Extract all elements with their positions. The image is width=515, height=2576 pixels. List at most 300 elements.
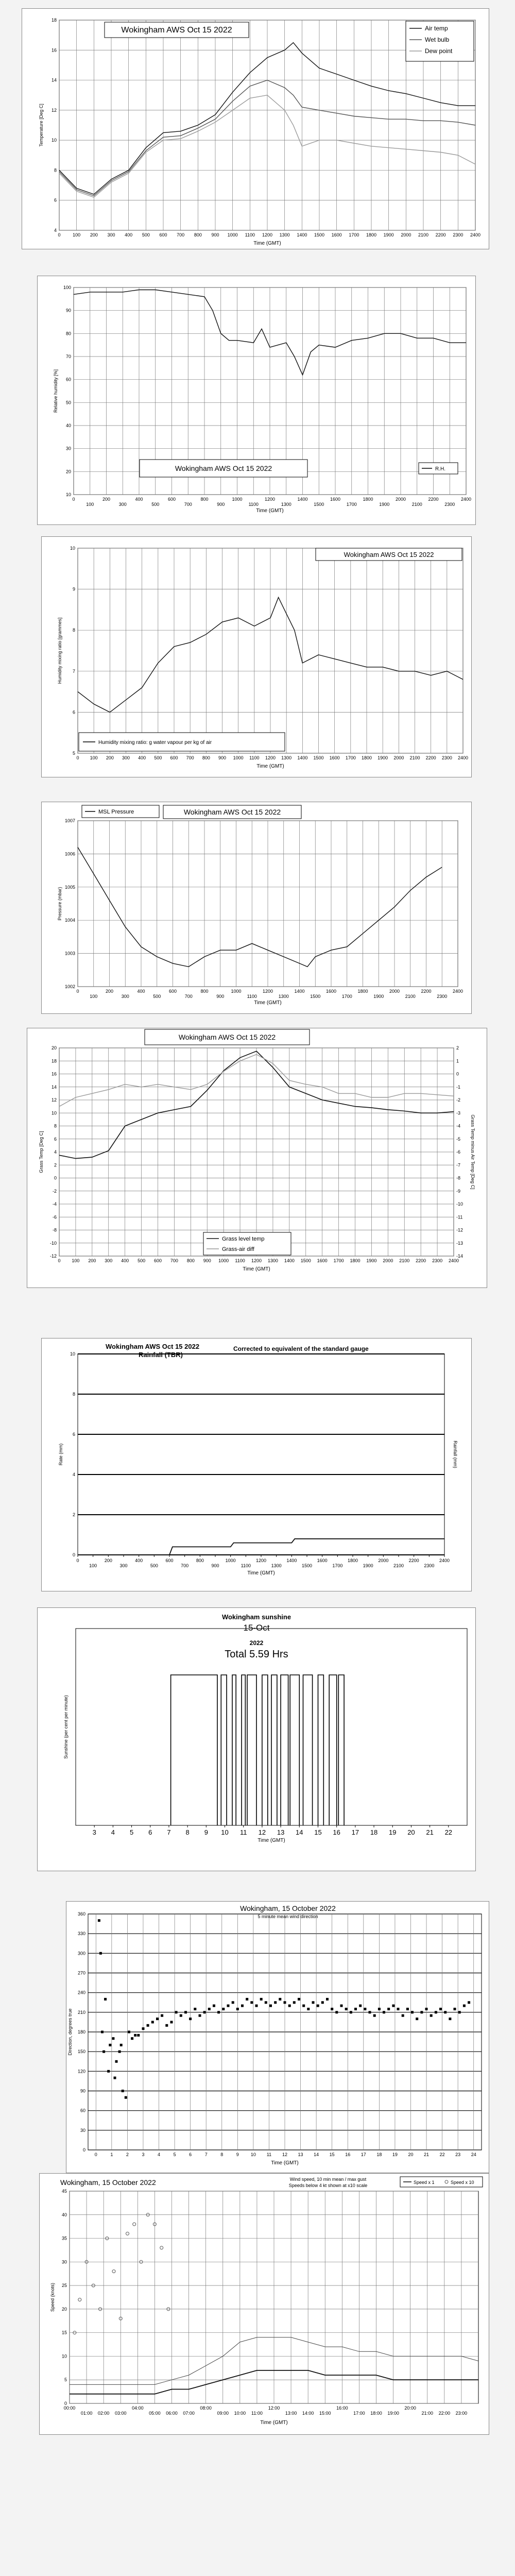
- x-tick-label: 1: [110, 2152, 113, 2157]
- y2-tick-label: -7: [456, 1162, 461, 1168]
- y-tick-label: -12: [49, 1253, 57, 1259]
- y-tick-label: 270: [77, 1970, 85, 1976]
- y-tick-label: 100: [63, 285, 71, 290]
- direction-point: [241, 2005, 244, 2007]
- x-tick-label: 2: [126, 2152, 129, 2157]
- direction-point: [134, 2034, 136, 2037]
- direction-point: [260, 1998, 263, 2001]
- x-tick-label: 1100: [248, 502, 259, 507]
- chart-panel-grass-temp: [27, 1028, 487, 1288]
- direction-point: [115, 2060, 118, 2063]
- y-tick-label: 10: [51, 1110, 57, 1116]
- x-tick-label: 1700: [341, 994, 352, 999]
- x-tick-label: 21: [426, 1828, 434, 1836]
- y2-tick-label: -12: [456, 1227, 464, 1233]
- x-tick-label: 17: [351, 1828, 359, 1836]
- wind-direction-chart: [66, 1902, 489, 2173]
- x-tick-label: 1800: [361, 755, 372, 760]
- x-tick-label: 1900: [379, 502, 390, 507]
- x-axis-label: Time (GMT): [260, 2420, 288, 2426]
- y-axis-label: Pressure (mbar): [57, 887, 62, 921]
- y-tick-label: 12: [51, 1097, 57, 1103]
- y-tick-label: 16: [51, 47, 57, 53]
- direction-point: [227, 2005, 230, 2007]
- x-tick-label: 1600: [317, 1558, 328, 1563]
- x-tick-label: 300: [122, 755, 130, 760]
- x-tick-label: 2400: [470, 232, 481, 238]
- x-tick-label: 2000: [389, 989, 400, 994]
- x-axis-label: Time (GMT): [271, 2160, 299, 2166]
- y-tick-label: 120: [77, 2069, 85, 2074]
- x-tick-label: 800: [196, 1558, 204, 1563]
- x-tick-label: 700: [177, 232, 185, 238]
- direction-point: [232, 2001, 234, 2004]
- x-tick-label: 1500: [313, 755, 324, 760]
- direction-point: [463, 2005, 466, 2007]
- direction-point: [411, 2011, 414, 2013]
- x-tick-label: 200: [105, 989, 114, 994]
- direction-point: [156, 2018, 159, 2020]
- y-tick-label: 40: [65, 423, 71, 428]
- y-tick-label: 6: [72, 709, 75, 715]
- x-tick-label: 700: [184, 502, 192, 507]
- x-tick-label: 15: [314, 1828, 322, 1836]
- y-axis-label: Temperature [Deg C]: [39, 104, 44, 147]
- x-tick-label: 800: [200, 497, 209, 502]
- x-tick-label: 700: [170, 1258, 178, 1263]
- x-tick-label: 600: [168, 989, 177, 994]
- x-tick-label: 400: [137, 989, 145, 994]
- x-tick-label: 2000: [383, 1258, 393, 1263]
- temperature-chart: [22, 9, 489, 249]
- x-tick-label: 17: [360, 2152, 366, 2157]
- direction-point: [208, 2008, 211, 2010]
- y-tick-label: 1007: [64, 818, 75, 823]
- direction-point: [203, 2011, 206, 2013]
- x-tick-label: 1300: [278, 994, 289, 999]
- direction-point: [302, 2005, 305, 2007]
- x-tick-label: 900: [218, 755, 227, 760]
- direction-point: [98, 1919, 100, 1922]
- y-tick-label: 60: [80, 2108, 85, 2113]
- y-tick-label: 6: [54, 197, 57, 203]
- y-tick-label: 4: [54, 1149, 57, 1155]
- x-tick-label: 2200: [421, 989, 432, 994]
- direction-point: [335, 2011, 338, 2013]
- direction-point: [340, 2005, 343, 2007]
- x-tick-label: 100: [73, 232, 81, 238]
- x-tick-label: 2400: [452, 989, 464, 994]
- x-tick-label: 21: [424, 2152, 430, 2157]
- x-tick-label: 1600: [330, 497, 341, 502]
- y2-tick-label: -6: [456, 1149, 461, 1155]
- x-tick-label: 500: [150, 1563, 158, 1568]
- y-tick-label: 1003: [64, 951, 75, 956]
- x-tick-label: 0: [94, 2152, 97, 2157]
- y2-tick-label: -5: [456, 1136, 461, 1142]
- y-tick-label: 9: [72, 586, 75, 592]
- x-tick-label: 1400: [286, 1558, 297, 1563]
- y-tick-label: 210: [77, 2009, 85, 2015]
- chart-subtitle: 5 minute mean wind direction: [258, 1914, 318, 1919]
- y2-tick-label: -13: [456, 1240, 464, 1246]
- chart-panel-wind-speed: [39, 2173, 489, 2435]
- chart-title: Wokingham AWS Oct 15 2022: [106, 1343, 200, 1350]
- direction-point: [128, 2031, 130, 2033]
- x-tick-label: 1300: [281, 502, 291, 507]
- y-tick-label: 6: [72, 1432, 75, 1437]
- x-tick-label: 1200: [251, 1258, 262, 1263]
- direction-point: [288, 2005, 291, 2007]
- x-tick-label: 1900: [373, 994, 384, 999]
- direction-point: [184, 2011, 187, 2013]
- x-tick-label: 3: [92, 1828, 96, 1836]
- x-tick-label: 10: [221, 1828, 229, 1836]
- chart-title: Wokingham AWS Oct 15 2022: [178, 1033, 276, 1041]
- x-tick-label: 05:00: [149, 2411, 161, 2416]
- direction-point: [265, 2001, 267, 2004]
- x-tick-label: 1400: [284, 1258, 295, 1263]
- y-tick-label: 16: [51, 1071, 57, 1077]
- x-tick-label: 4: [111, 1828, 115, 1836]
- y-tick-label: 330: [77, 1931, 85, 1937]
- x-axis-label: Time (GMT): [243, 1266, 270, 1272]
- chart-date: 15-Oct: [243, 1623, 270, 1633]
- x-tick-label: 1200: [264, 497, 276, 502]
- x-tick-label: 2100: [409, 755, 420, 760]
- x-tick-label: 0: [76, 989, 79, 994]
- x-tick-label: 13: [277, 1828, 285, 1836]
- x-tick-label: 2100: [405, 994, 416, 999]
- x-tick-label: 1100: [249, 755, 260, 760]
- x-tick-label: 5: [173, 2152, 176, 2157]
- direction-point: [102, 2050, 105, 2053]
- x-tick-label: 1000: [227, 232, 238, 238]
- x-tick-label: 2200: [435, 232, 446, 238]
- x-tick-label: 1500: [314, 232, 325, 238]
- direction-point: [430, 2014, 433, 2017]
- x-tick-label: 2200: [428, 497, 439, 502]
- direction-point: [354, 2008, 357, 2010]
- y-tick-label: 80: [65, 331, 71, 336]
- x-tick-label: 0: [76, 1558, 79, 1563]
- y2-tick-label: -3: [456, 1110, 461, 1116]
- direction-point: [120, 2044, 123, 2046]
- direction-point: [142, 2027, 145, 2030]
- x-tick-label: 6: [148, 1828, 152, 1836]
- x-tick-label: 1600: [329, 755, 340, 760]
- chart-note: Speeds below 4 kt shown at x10 scale: [288, 2183, 368, 2188]
- x-tick-label: 00:00: [63, 2405, 76, 2411]
- x-tick-label: 21:00: [421, 2411, 434, 2416]
- x-tick-label: 700: [184, 994, 193, 999]
- x-tick-label: 09:00: [217, 2411, 229, 2416]
- x-tick-label: 500: [138, 1258, 146, 1263]
- chart-title: Wokingham sunshine: [221, 1613, 291, 1621]
- x-tick-label: 2000: [393, 755, 404, 760]
- y-tick-label: 14: [51, 1084, 57, 1090]
- legend-label: Speed x 10: [451, 2180, 474, 2185]
- x-tick-label: 1900: [377, 755, 388, 760]
- direction-point: [425, 2008, 428, 2010]
- direction-point: [402, 2014, 404, 2017]
- x-tick-label: 100: [90, 755, 98, 760]
- x-tick-label: 1700: [349, 232, 359, 238]
- x-tick-label: 0: [76, 755, 79, 760]
- legend-label: Speed x 1: [414, 2180, 435, 2185]
- x-tick-label: 1100: [235, 1258, 245, 1263]
- y-tick-label: 45: [61, 2189, 67, 2194]
- direction-point: [383, 2011, 385, 2013]
- x-tick-label: 1300: [279, 232, 290, 238]
- x-tick-label: 1700: [346, 502, 357, 507]
- chart-title: Wokingham AWS Oct 15 2022: [183, 808, 281, 816]
- x-tick-label: 12:00: [268, 2405, 280, 2411]
- direction-point: [161, 2014, 163, 2017]
- legend-label: Grass level temp: [222, 1236, 265, 1242]
- y-tick-label: -4: [52, 1201, 57, 1207]
- x-tick-label: 600: [159, 232, 167, 238]
- chart-year: 2022: [249, 1639, 264, 1647]
- direction-point: [331, 2008, 333, 2010]
- direction-point: [194, 2008, 196, 2010]
- x-tick-label: 14: [296, 1828, 303, 1836]
- x-tick-label: 2200: [416, 1258, 426, 1263]
- x-tick-label: 23: [455, 2152, 461, 2157]
- x-tick-label: 1100: [245, 232, 255, 238]
- x-tick-label: 19: [392, 2152, 398, 2157]
- sunshine-total: Total 5.59 Hrs: [225, 1649, 288, 1660]
- x-axis-label: Time (GMT): [256, 508, 284, 514]
- x-tick-label: 0: [72, 497, 75, 502]
- grass-temp-chart: [27, 1028, 487, 1287]
- y-tick-label: 20: [65, 469, 71, 474]
- x-axis-label: Time (GMT): [254, 1000, 282, 1006]
- y-tick-label: 70: [65, 354, 71, 359]
- x-tick-label: 300: [107, 232, 115, 238]
- x-tick-label: 1000: [218, 1258, 229, 1263]
- y-tick-label: 300: [77, 1951, 85, 1956]
- y-tick-label: 8: [72, 628, 75, 633]
- y-tick-label: 18: [51, 18, 57, 23]
- x-tick-label: 20: [408, 2152, 414, 2157]
- x-tick-label: 18: [376, 2152, 382, 2157]
- x-tick-label: 1500: [301, 1563, 313, 1568]
- y-tick-label: 15: [61, 2330, 67, 2335]
- x-tick-label: 1500: [310, 994, 321, 999]
- x-tick-label: 18:00: [370, 2411, 382, 2416]
- direction-point: [454, 2008, 456, 2010]
- chart-title: Wokingham AWS Oct 15 2022: [175, 464, 272, 472]
- y-tick-label: 25: [61, 2283, 67, 2289]
- x-tick-label: 2300: [437, 994, 448, 999]
- x-tick-label: 300: [105, 1258, 113, 1263]
- x-tick-label: 17:00: [353, 2411, 365, 2416]
- x-tick-label: 19: [389, 1828, 397, 1836]
- y2-axis-label: Rainfall (mm): [453, 1440, 458, 1468]
- y2-tick-label: -9: [456, 1188, 461, 1194]
- legend-label: Humidity mixing ratio: g water vapour per kg of air: [98, 740, 212, 745]
- direction-point: [326, 1998, 329, 2001]
- y-tick-label: 12: [51, 107, 57, 113]
- chart-title: Wokingham, 15 October 2022: [240, 1904, 336, 1912]
- direction-point: [118, 2050, 121, 2053]
- x-tick-label: 24: [471, 2152, 476, 2157]
- x-tick-label: 2000: [401, 232, 411, 238]
- x-tick-label: 1200: [255, 1558, 267, 1563]
- x-tick-label: 2100: [418, 232, 429, 238]
- x-tick-label: 1800: [350, 1258, 360, 1263]
- y-axis-label: Relative humidity [%]: [53, 369, 58, 413]
- y-tick-label: 0: [54, 1175, 57, 1181]
- x-tick-label: 5: [129, 1828, 134, 1836]
- y-tick-label: 10: [51, 138, 57, 143]
- y-tick-label: 8: [54, 167, 57, 173]
- x-tick-label: 1500: [300, 1258, 311, 1263]
- legend-label: Grass-air diff: [222, 1246, 254, 1252]
- x-tick-label: 900: [211, 232, 219, 238]
- x-axis-label: Time (GMT): [256, 764, 284, 769]
- direction-point: [269, 2005, 272, 2007]
- y-axis-label: Grass Temp [Deg C]: [39, 1131, 44, 1173]
- y2-tick-label: -14: [456, 1253, 464, 1259]
- x-tick-label: 1800: [366, 232, 377, 238]
- y-tick-label: 2: [72, 1512, 75, 1517]
- y-tick-label: 4: [54, 228, 57, 233]
- y-tick-label: -8: [52, 1227, 57, 1233]
- x-tick-label: 600: [165, 1558, 174, 1563]
- direction-point: [387, 2008, 390, 2010]
- direction-point: [165, 2024, 168, 2027]
- direction-point: [416, 2018, 418, 2020]
- chart-title: Wokingham AWS Oct 15 2022: [344, 551, 434, 558]
- x-tick-label: 1000: [225, 1558, 236, 1563]
- x-tick-label: 16:00: [336, 2405, 348, 2411]
- x-tick-label: 2100: [399, 1258, 410, 1263]
- chart-panel-humidity: [37, 276, 476, 525]
- y-tick-label: 10: [61, 2353, 67, 2359]
- direction-point: [104, 1998, 107, 2001]
- x-tick-label: 100: [72, 1258, 80, 1263]
- direction-point: [222, 2008, 225, 2010]
- x-tick-label: 1900: [363, 1563, 373, 1568]
- direction-point: [378, 2008, 381, 2010]
- x-tick-label: 1800: [347, 1558, 358, 1563]
- x-tick-label: 800: [200, 989, 209, 994]
- direction-point: [449, 2018, 451, 2020]
- x-tick-label: 6: [189, 2152, 192, 2157]
- x-tick-label: 23:00: [455, 2411, 468, 2416]
- legend-label: Dew point: [425, 47, 453, 55]
- y-tick-label: 1005: [64, 884, 75, 890]
- x-tick-label: 0: [58, 232, 61, 238]
- direction-point: [109, 2044, 111, 2046]
- chart-subtitle: Wind speed, 10 min mean / max gust: [289, 2177, 367, 2182]
- chart-title: Wokingham, 15 October 2022: [60, 2178, 156, 2187]
- x-tick-label: 2400: [439, 1558, 450, 1563]
- x-tick-label: 02:00: [97, 2411, 110, 2416]
- chart-panel-wind-direction: [66, 1901, 489, 2173]
- y-tick-label: -6: [52, 1214, 57, 1220]
- x-tick-label: 1000: [233, 755, 244, 760]
- y-tick-label: 18: [51, 1058, 57, 1064]
- direction-point: [458, 2011, 461, 2013]
- x-tick-label: 500: [142, 232, 150, 238]
- x-tick-label: 03:00: [114, 2411, 127, 2416]
- y-tick-label: 180: [77, 2029, 85, 2035]
- direction-point: [246, 1998, 248, 2001]
- y-tick-label: -2: [52, 1188, 57, 1194]
- y-tick-label: 8: [72, 1392, 75, 1397]
- x-tick-label: 400: [138, 755, 146, 760]
- x-tick-label: 10: [250, 2152, 256, 2157]
- chart-subtitle: Rainfall (TBR): [139, 1351, 183, 1359]
- y-tick-label: 0: [82, 2147, 85, 2153]
- humidity-chart: [38, 276, 475, 524]
- x-tick-label: 1500: [314, 502, 324, 507]
- chart-panel-temperature: [22, 8, 489, 249]
- y2-tick-label: -4: [456, 1123, 461, 1129]
- y-tick-label: -10: [49, 1240, 57, 1246]
- x-tick-label: 600: [170, 755, 178, 760]
- direction-point: [180, 2014, 182, 2017]
- x-tick-label: 2000: [378, 1558, 389, 1563]
- y-tick-label: 8: [54, 1123, 57, 1129]
- x-tick-label: 2200: [408, 1558, 419, 1563]
- y2-tick-label: -8: [456, 1175, 461, 1181]
- x-tick-label: 7: [167, 1828, 171, 1836]
- chart-panel-mixing-ratio: [41, 536, 472, 777]
- x-tick-label: 500: [154, 755, 162, 760]
- x-tick-label: 100: [89, 1563, 97, 1568]
- x-tick-label: 07:00: [183, 2411, 195, 2416]
- y2-tick-label: -11: [456, 1214, 463, 1220]
- direction-point: [147, 2024, 149, 2027]
- y-tick-label: 4: [72, 1472, 75, 1477]
- chart-panel-rainfall: [41, 1338, 472, 1591]
- direction-point: [122, 2090, 124, 2092]
- x-tick-label: 4: [158, 2152, 161, 2157]
- x-tick-label: 1400: [297, 755, 308, 760]
- rainfall-chart: [42, 1338, 471, 1591]
- y-axis-label: Humidity mixing ratio [grammes]: [57, 617, 62, 684]
- x-tick-label: 200: [88, 1258, 96, 1263]
- x-tick-label: 06:00: [166, 2411, 178, 2416]
- x-tick-label: 2300: [444, 502, 455, 507]
- x-tick-label: 20: [407, 1828, 415, 1836]
- y-tick-label: 1002: [64, 984, 75, 989]
- y-tick-label: 40: [61, 2212, 67, 2217]
- x-tick-label: 8: [185, 1828, 190, 1836]
- x-tick-label: 20:00: [404, 2405, 416, 2411]
- x-tick-label: 14:00: [302, 2411, 314, 2416]
- direction-point: [175, 2011, 178, 2013]
- x-axis-label: Time (GMT): [258, 1838, 285, 1843]
- y-tick-label: 6: [54, 1136, 57, 1142]
- direction-point: [444, 2011, 447, 2013]
- sunshine-chart: [38, 1608, 475, 1871]
- x-tick-label: 300: [119, 1563, 128, 1568]
- legend-label: MSL Pressure: [98, 809, 134, 815]
- x-tick-label: 3: [142, 2152, 145, 2157]
- legend-label: Air temp: [425, 25, 448, 32]
- direction-point: [359, 2005, 362, 2007]
- x-tick-label: 11:00: [251, 2411, 263, 2416]
- direction-point: [298, 1998, 300, 2001]
- x-tick-label: 1400: [294, 989, 305, 994]
- direction-point: [321, 2001, 324, 2004]
- x-tick-label: 1300: [267, 1258, 278, 1263]
